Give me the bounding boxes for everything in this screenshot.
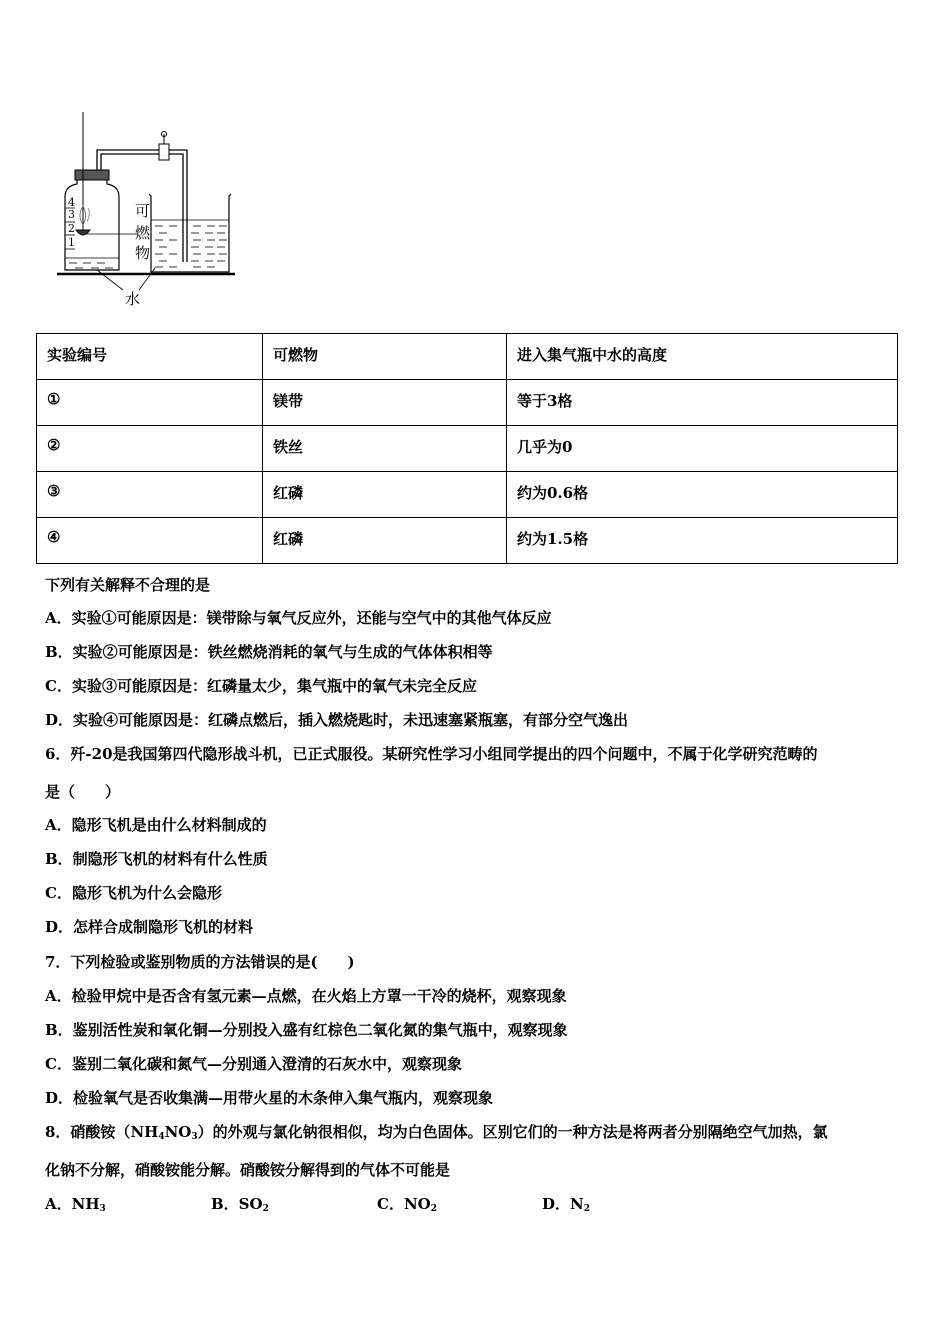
table-cell: ④ bbox=[37, 518, 263, 564]
q8-option-c: C．$NO_2$ bbox=[377, 1195, 437, 1214]
scale-4: 4 bbox=[68, 196, 75, 209]
table-row bbox=[37, 518, 898, 564]
scale-2: 2 bbox=[68, 222, 75, 235]
scale-1: 1 bbox=[68, 236, 75, 249]
table-cell: 铁丝 bbox=[263, 426, 507, 472]
bottle-stopper bbox=[75, 170, 109, 180]
table-cell: 约为1.5格 bbox=[507, 518, 898, 564]
q7-option-c: C．鉴别二氧化碳和氮气—分别通入澄清的石灰水中，观察现象 bbox=[45, 1055, 462, 1073]
q8-option-a: A．$NH_3$ bbox=[45, 1195, 106, 1214]
table-cell: ① bbox=[37, 380, 263, 426]
q5-option-b: B．实验②可能原因是：铁丝燃烧消耗的氧气与生成的气体体积相等 bbox=[45, 643, 493, 661]
tube-clamp bbox=[159, 144, 169, 160]
scale-3: 3 bbox=[68, 208, 75, 221]
apparatus-diagram bbox=[55, 112, 245, 308]
q6-option-d: D．怎样合成制隐形飞机的材料 bbox=[45, 918, 254, 936]
label-wu: 物 bbox=[135, 244, 151, 262]
q7-option-b: B．鉴别活性炭和氧化铜—分别投入盛有红棕色二氧化氮的集气瓶中，观察现象 bbox=[45, 1021, 568, 1039]
label-ke: 可 bbox=[135, 202, 151, 220]
q6-option-a: A．隐形飞机是由什么材料制成的 bbox=[45, 816, 267, 834]
table-cell: 约为0.6格 bbox=[507, 472, 898, 518]
q5-option-a: A．实验①可能原因是：镁带除与氧气反应外，还能与空气中的其他气体反应 bbox=[45, 609, 552, 627]
table-cell: ③ bbox=[37, 472, 263, 518]
q8-option-b: B．$SO_2$ bbox=[211, 1195, 269, 1214]
table-cell: 等于3格 bbox=[507, 380, 898, 426]
q7-option-d: D．检验氧气是否收集满—用带火星的木条伸入集气瓶内，观察现象 bbox=[45, 1089, 494, 1107]
q8-stem-line1: 8．硝酸铵$(NH_4NO_3)$的外观与氯化钠很相似，均为白色固体。区别它们的一种方法是将两者分别隔绝空气加热，氯 bbox=[45, 1123, 828, 1142]
table-row bbox=[37, 472, 898, 518]
q7-stem: 7．下列检验或鉴别物质的方法错误的是( ) bbox=[45, 953, 355, 971]
q7-option-a: A．检验甲烷中是否含有氢元素—点燃，在火焰上方罩一干冷的烧杯，观察现象 bbox=[45, 987, 567, 1005]
table-cell: 红磷 bbox=[263, 518, 507, 564]
q8-stem-line2: 化钠不分解，硝酸铵能分解。硝酸铵分解得到的气体不可能是 bbox=[45, 1161, 451, 1179]
table-header-row bbox=[37, 334, 898, 380]
scale-marks bbox=[65, 196, 75, 249]
header-cell: 实验编号 bbox=[37, 334, 263, 380]
table-row bbox=[37, 380, 898, 426]
label-ran: 燃 bbox=[135, 224, 151, 242]
q8-option-d: D．$N_2$ bbox=[542, 1195, 590, 1214]
q8-options bbox=[45, 1194, 745, 1214]
q5-option-d: D．实验④可能原因是：红磷点燃后，插入燃烧匙时，未迅速塞紧瓶塞，有部分空气逸出 bbox=[45, 711, 629, 729]
q5-option-c: C．实验③可能原因是：红磷量太少，集气瓶中的氧气未完全反应 bbox=[45, 677, 477, 695]
table-cell: 镁带 bbox=[263, 380, 507, 426]
q6-option-b: B．制隐形飞机的材料有什么性质 bbox=[45, 850, 268, 868]
header-cell: 进入集气瓶中水的高度 bbox=[507, 334, 898, 380]
beaker-water bbox=[151, 220, 229, 267]
table-cell: ② bbox=[37, 426, 263, 472]
q5-stem: 下列有关解释不合理的是 bbox=[45, 576, 211, 594]
q6-stem-line2: 是（ ） bbox=[45, 783, 121, 801]
label-water: 水 bbox=[125, 290, 141, 308]
q6-stem-line1: 6．歼-20是我国第四代隐形战斗机，已正式服役。某研究性学习小组同学提出的四个问题中，不属于化学研究范畴的 bbox=[45, 745, 818, 763]
table-cell: 红磷 bbox=[263, 472, 507, 518]
table-row bbox=[37, 426, 898, 472]
q6-option-c: C．隐形飞机为什么会隐形 bbox=[45, 884, 222, 902]
table-cell: 几乎为0 bbox=[507, 426, 898, 472]
experiment-table bbox=[36, 333, 898, 564]
header-cell: 可燃物 bbox=[263, 334, 507, 380]
